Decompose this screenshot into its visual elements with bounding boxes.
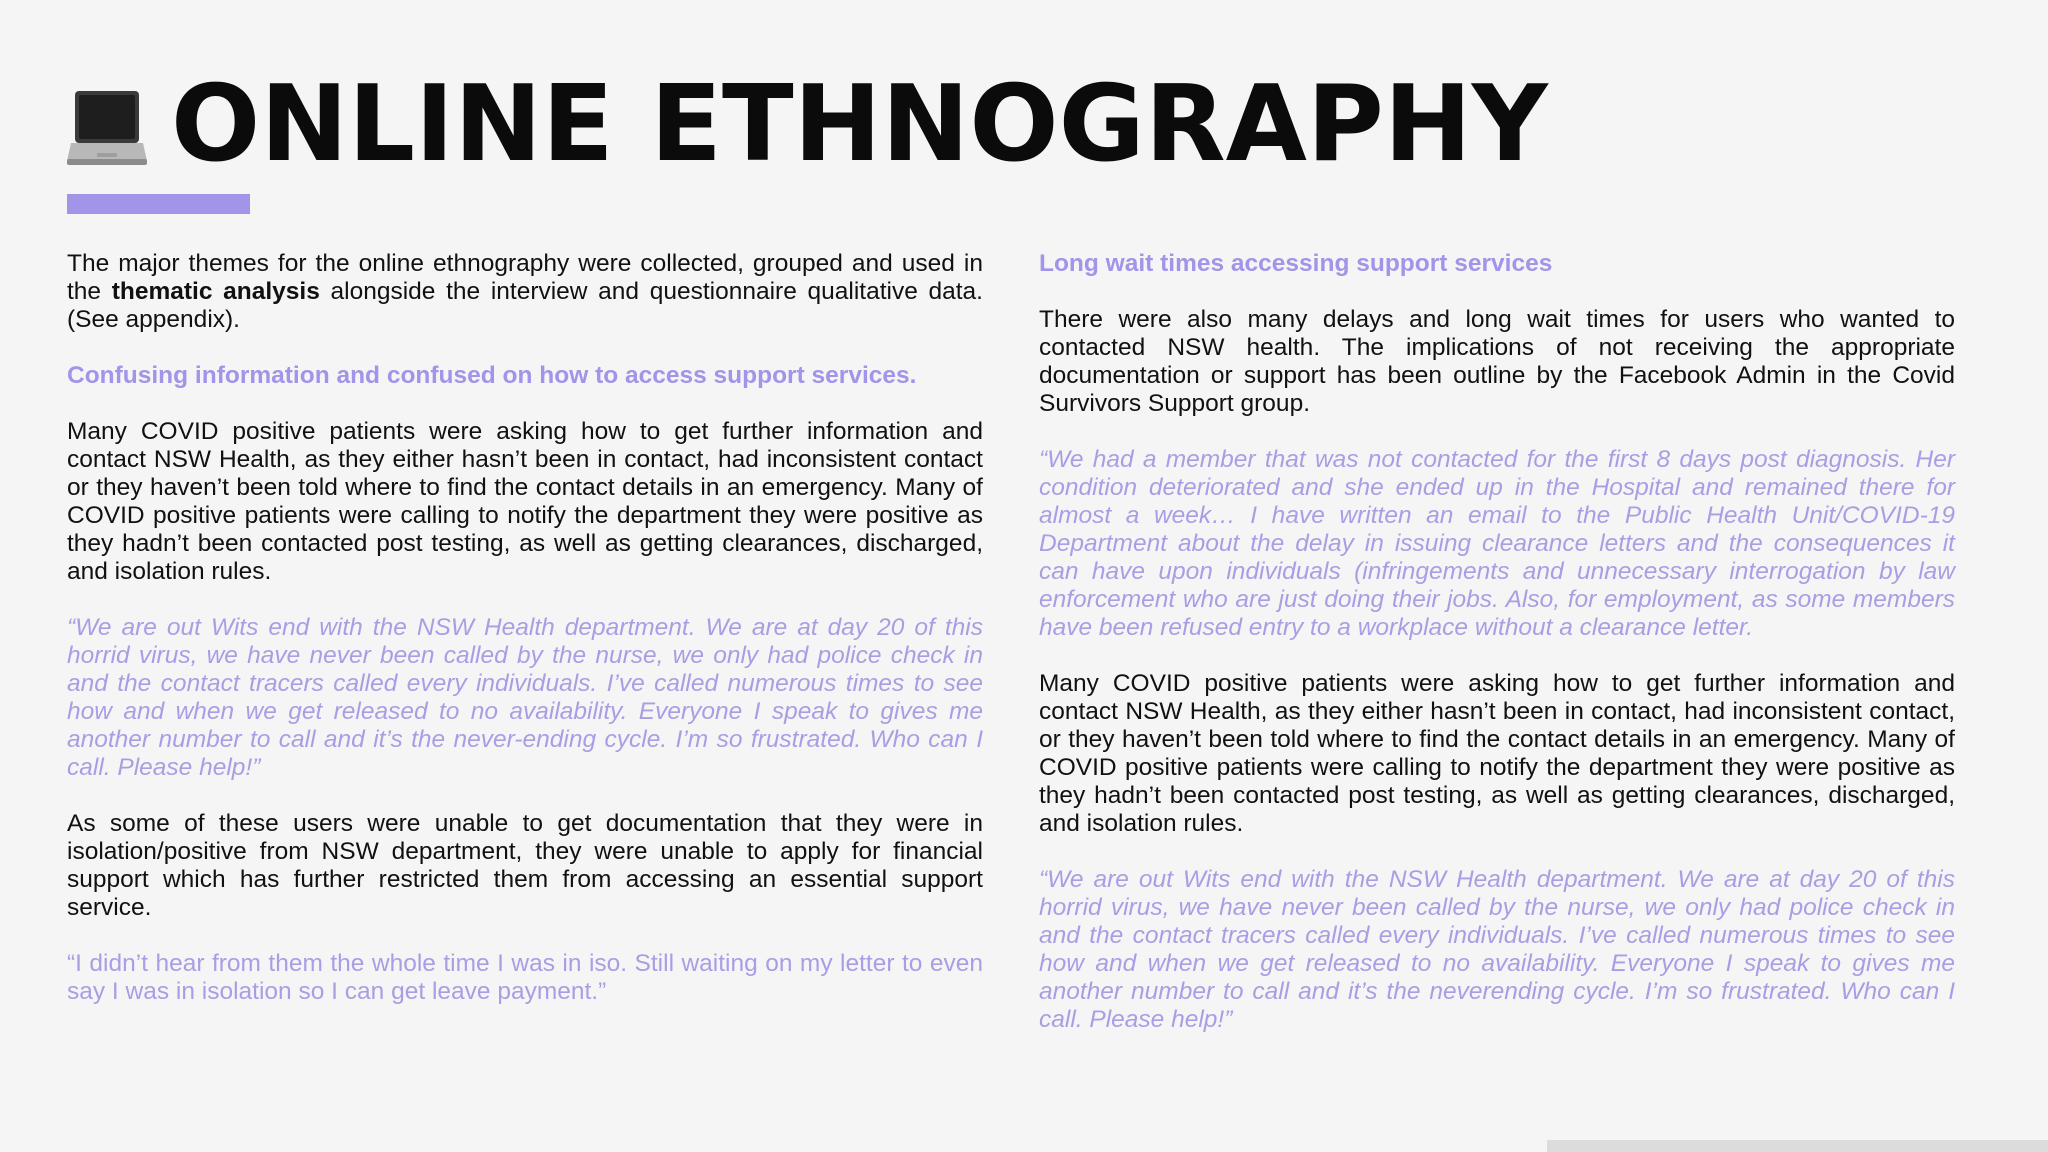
body-paragraph: There were also many delays and long wait times for users who wanted to contacted NSW health. The implications of not receiving the appropriate documentation or support has been outline by the Facebook Admin in the Covid Survivors Support group. xyxy=(1039,306,1955,417)
footer-bar xyxy=(1547,1140,2048,1152)
page-title: ONLINE ETHNOGRAPHY xyxy=(171,63,1548,185)
admin-quote: “We had a member that was not contacted for the first 8 days post diagnosis. Her condition deteriorated and she ended up in the Hospital and remained there for almost a week… I have written an email to the Public Health Unit/COVID-19 Department about the delay in issuing clearance letters and the consequences it can have upon individuals (infringements and unnecessary interrogation by law enforcement who are just doing their jobs. Also, for employment, as some members have been refused entry to a workplace without a clearance letter. xyxy=(1039,446,1955,641)
user-quote: “I didn’t hear from them the whole time I was in iso. Still waiting on my letter to even say I was in isolation so I can get leave payment.” xyxy=(67,950,983,1005)
body-paragraph: Many COVID positive patients were asking how to get further information and contact NSW Health, as they either hasn’t been in contact, had inconsistent contact or they haven’t been told where to find the contact details in an emergency. Many of COVID positive patients were calling to notify the department they were positive as they hadn’t been contacted post testing, as well as getting clearances, discharged, and isolation rules. xyxy=(67,418,983,585)
section-heading-confusing-info: Confusing information and confused on how to access support services. xyxy=(67,362,917,389)
body-paragraph: Many COVID positive patients were asking how to get further information and contact NSW Health, as they either hasn’t been in contact, had inconsistent contact, or they haven’t been told where to find the contact details in an emergency. Many of COVID positive patients were calling to notify the department they were positive as they hadn’t been contacted post testing, as well as getting clearances, discharged, and isolation rules. xyxy=(1039,670,1955,837)
section-heading-wait-times: Long wait times accessing support services xyxy=(1039,250,1553,277)
intro-text-end: alongside the interview and questionnaire qualitative data. (See appendix). xyxy=(67,278,983,333)
user-quote: “We are out Wits end with the NSW Health department. We are at day 20 of this horrid virus, we have never been called by the nurse, we only had police check in and the contact tracers called every individuals. I’ve called numerous times to see how and when we get released to no availability. Everyone I speak to gives me another number to call and it’s the never-ending cycle. I’m so frustrated. Who can I call. Please help!” xyxy=(67,614,983,781)
left-column xyxy=(67,250,983,1034)
intro-text-start: The major themes for the online ethnography were collected, grouped and used in the xyxy=(67,250,983,305)
right-column xyxy=(1039,250,1955,1062)
body-paragraph: As some of these users were unable to get documentation that they were in isolation/positive from NSW department, they were unable to apply for financial support which has further restricted them from accessing an essential support service. xyxy=(67,810,983,921)
intro-paragraph xyxy=(67,250,983,334)
intro-bold-text: thematic analysis xyxy=(111,278,320,305)
laptop-icon xyxy=(67,79,147,169)
title-accent-bar xyxy=(67,194,250,214)
user-quote: “We are out Wits end with the NSW Health department. We are at day 20 of this horrid virus, we have never been called by the nurse, we only had police check in and the contact tracers called every individuals. I’ve called numerous times to see how and when we get released to no availability. Everyone I speak to gives me another number to call and it’s the neverending cycle. I’m so frustrated. Who can I call. Please help!” xyxy=(1039,866,1955,1033)
slide-header xyxy=(67,63,1548,185)
